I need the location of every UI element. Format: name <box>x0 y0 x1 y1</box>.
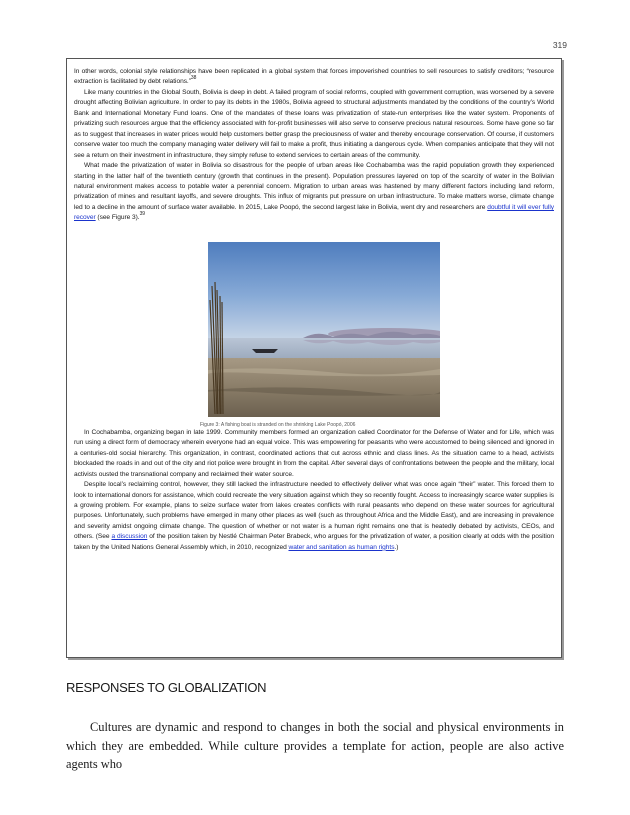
footnote-ref-38[interactable]: 38 <box>190 75 197 82</box>
text-box <box>66 58 562 658</box>
link-human-rights[interactable]: water and sanitation as human rights <box>288 543 395 551</box>
section-heading: RESPONSES TO GLOBALIZATION <box>66 680 267 695</box>
footnote-ref-39[interactable]: 39 <box>139 211 146 218</box>
paragraph-text: (see Figure 3). <box>95 214 140 222</box>
box-paragraph-3 <box>74 161 554 224</box>
paragraph-text: In other words, colonial style relationships have been replicated in a global system that forces impoverished countries to sell resources to satisfy creditors; “resource extraction is facilitated by debt relations.” <box>74 68 554 86</box>
body-paragraph: Cultures are dynamic and respond to changes in both the social and physical environments in which they are embedded. While culture provides a template for action, people are also active agents who <box>66 720 564 771</box>
figure-caption: Figure 3: A fishing boat is stranded on the shrinking Lake Poopó, 2006 <box>200 421 356 428</box>
box-paragraph-5 <box>74 480 554 553</box>
lake-poopo-photo <box>208 242 440 417</box>
box-paragraph-4: In Cochabamba, organizing began in late 1999. Community members formed an organization called Coordinator for the Defense of Water and for Life, which was run using a direct form of democracy wherein everyone had an equal voice. This was empowering for peasants who were accustomed to being silenced and ignored in a centuries-old social hierarchy. This organization, in contrast, coordinated actions that cut across ethnic and class lines. As the situation came to a head, activists blockaded the roads in and out of the city and riot police were brought in from the capital. After several days of confrontations between the people and the military, local activists ousted the transnational company and reclaimed their water source. <box>74 428 554 478</box>
page-number: 319 <box>552 40 567 50</box>
paragraph-text: of the position taken by Nestlé Chairman Peter Brabeck, who argues for the privatization of water, a position clearly at odds with the position taken by the United Nations General Assembly which, in 2010, recognized <box>74 533 554 551</box>
paragraph-text: .) <box>394 543 399 551</box>
box-paragraph-2: Like many countries in the Global South, Bolivia is deep in debt. A failed program of social reforms, coupled with government corruption, was worsened by a severe drought affecting Bolivian agriculture. In order to pay its debts in the 1980s, Bolivia agreed to structural adjustments mandated by the conditions of the country’s World Bank and International Monetary Fund loans. One of the mandates of these loans was privatization of state-run enterprises like the water system. Proponents of privatizing such resources argue that the efficiency associated with for-profit businesses will also serve to conserve precious natural resources. Some have gone so far as to suggest that increases in water prices would help customers better grasp the preciousness of water and thereby encourage conservation. Of course, if customers conserve water too much the company managing water delivery will fail to make a profit, thus initiating a dangerous cycle. When companies anticipate that they will not see a return on their investment in infrastructure, they simply refuse to extend services to certain areas of the community. <box>74 88 554 159</box>
link-doubtful-recover[interactable]: doubtful it will ever fully recover <box>74 203 554 222</box>
link-discussion[interactable]: a discussion <box>111 533 148 541</box>
box-paragraph-1 <box>74 67 554 88</box>
paragraph-text: Despite local’s reclaiming control, however, they still lacked the infrastructure needed to effectively deliver what was once again “their” water. This forced them to look to international donors for assistance, which could recreate the very situation against which they so recently fought. Access to increasingly scarce water supplies is a growing problem. For example, plans to seize surface water from lakes creates conflicts with rural peasants who depend on these water sources for agricultural purposes. Unfortunately, such problems have emerged in many other places as well (such as throughout Africa and the Middle East), and are increasing in prevalence and severity amidst ongoing climate change. The question of whether or not water is a human right remains one that is heatedly debated by activists, CEOs, and others. (See <box>74 481 554 541</box>
paragraph-text: What made the privatization of water in Bolivia so disastrous for the people of urban areas like Cochabamba was the rapid population growth they experienced starting in the latter half of the twentieth century (growth that continues in the present). Population pressures layered on top of the scarcity of water in the Bolivian natural environment makes access to potable water a perennial concern. Migration to urban areas was hastened by many different factors including land reform, privatization of mines and resultant layoffs, and severe droughts. This influx of migrants put pressure on urban infrastructure. To make matters worse, climate change led to a decline in the amount of surface water available. In 2015, Lake Poopó, the second largest lake in Bolivia, went dry and researchers are <box>74 162 554 211</box>
